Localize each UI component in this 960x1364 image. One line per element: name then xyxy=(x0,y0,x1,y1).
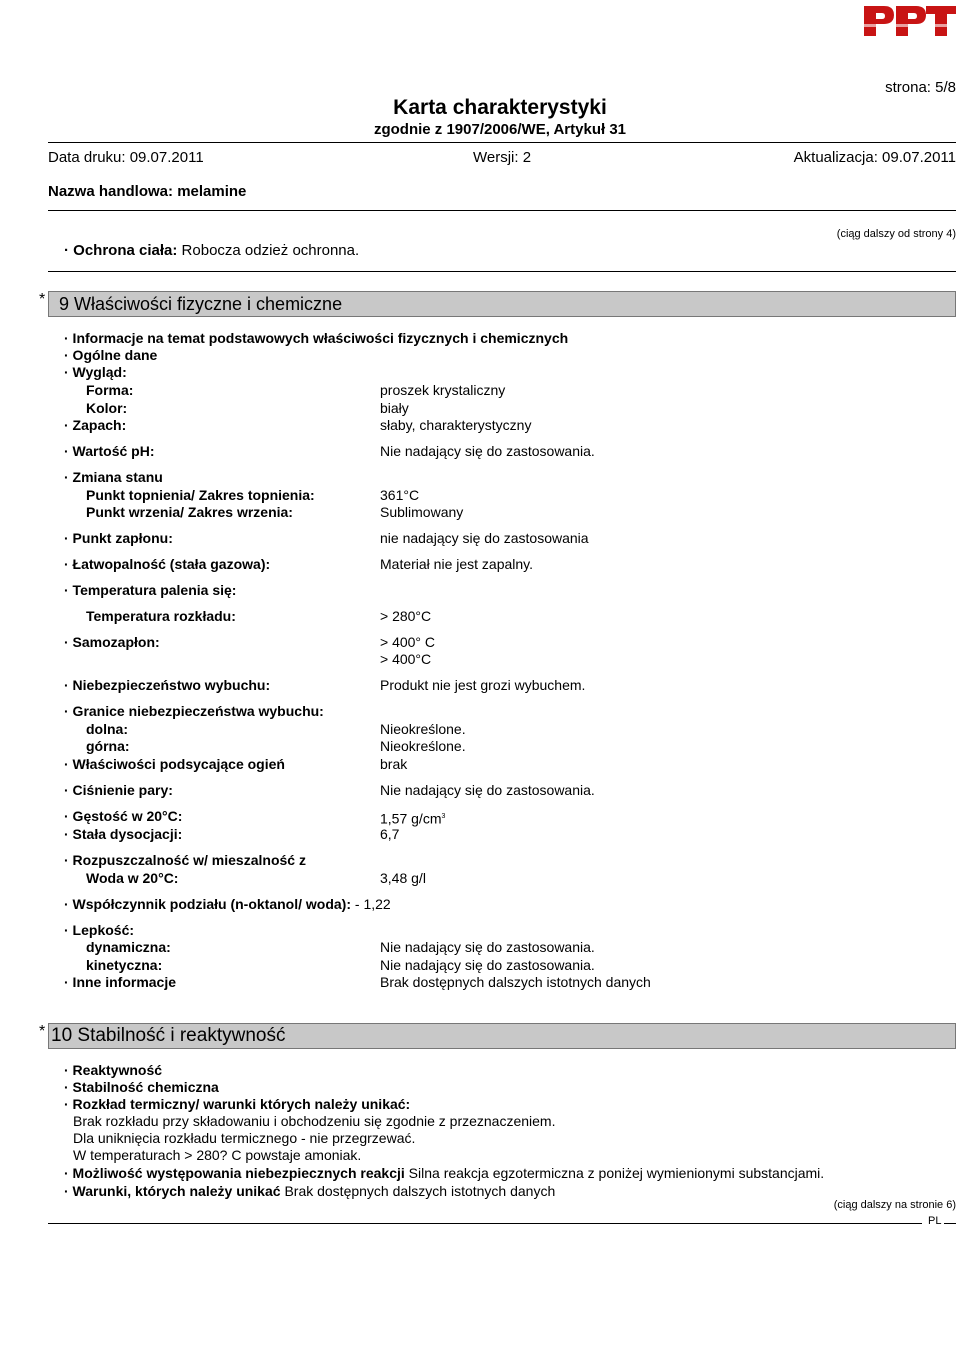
density-superscript: 3 xyxy=(441,813,446,820)
autoignition-value-1: > 400° C xyxy=(380,634,436,650)
revision-star: * xyxy=(39,291,46,308)
trade-name-rule xyxy=(48,210,956,211)
revision-star-10: * xyxy=(39,1023,46,1040)
ph-value: Nie nadający się do zastosowania. xyxy=(380,443,595,459)
explosion-limits-label: · Granice niebezpieczeństwa wybuchu: xyxy=(64,703,324,719)
dissociation-label: · Stała dysocjacji: xyxy=(64,826,183,842)
ignition-temp-label: · Temperatura palenia się: xyxy=(64,582,237,598)
decomposition-line-2: Dla uniknięcia rozkładu termicznego - nie przegrzewać. xyxy=(73,1130,416,1146)
header-rule xyxy=(48,142,956,143)
dynamic-viscosity-value: Nie nadający się do zastosowania. xyxy=(380,939,595,955)
conditions-to-avoid xyxy=(64,1183,555,1200)
reactivity-label: · Reaktywność xyxy=(64,1062,163,1078)
melting-label: Punkt topnienia/ Zakres topnienia: xyxy=(86,487,315,503)
kinematic-viscosity-value: Nie nadający się do zastosowania. xyxy=(380,957,595,973)
thermal-decomposition-label: · Rozkład termiczny/ warunki których należy unikać: xyxy=(64,1096,411,1112)
kinematic-viscosity-label: kinetyczna: xyxy=(86,957,163,973)
continuation-rule xyxy=(48,271,956,272)
footer-rule-left xyxy=(48,1223,922,1224)
page-number: strona: 5/8 xyxy=(885,79,956,96)
melting-value: 361°C xyxy=(380,487,420,503)
trade-name xyxy=(48,183,246,200)
partition-value: - 1,22 xyxy=(354,896,391,912)
document-title: Karta charakterystyki xyxy=(393,96,607,119)
decomposition-value: > 280°C xyxy=(380,608,432,624)
boiling-label: Punkt wrzenia/ Zakres wrzenia: xyxy=(86,504,293,520)
dissociation-value: 6,7 xyxy=(380,826,400,842)
body-protection-value: Robocza odzież ochronna. xyxy=(181,242,360,259)
conditions-to-avoid-value: Brak dostępnych dalszych istotnych danych xyxy=(284,1183,556,1199)
trade-name-label: Nazwa handlowa: xyxy=(48,183,174,200)
hazardous-reactions-label: · Możliwość występowania niebezpiecznych reakcji xyxy=(64,1165,405,1181)
density-label: · Gęstość w 20°C: xyxy=(64,808,183,824)
color-label: Kolor: xyxy=(86,400,128,416)
general-info: · Ogólne dane xyxy=(64,347,158,363)
footer-rule-right xyxy=(944,1223,956,1224)
odor-label: · Zapach: xyxy=(64,417,127,433)
upper-limit-value: Nieokreślone. xyxy=(380,738,466,754)
lower-limit-label: dolna: xyxy=(86,721,128,737)
version: Wersji: 2 xyxy=(473,149,532,166)
water-solubility-value: 3,48 g/l xyxy=(380,870,426,886)
odor-value: słaby, charakterystyczny xyxy=(380,417,532,433)
upper-limit-label: górna: xyxy=(86,738,130,754)
body-protection xyxy=(64,242,359,259)
autoignition-value-2: > 400°C xyxy=(380,651,432,667)
density-number: 1,57 g/cm xyxy=(380,810,442,827)
hazardous-reactions-value: Silna reakcja egzotermiczna z poniżej wymienionymi substancjami. xyxy=(408,1165,825,1181)
color-value: biały xyxy=(380,400,409,416)
flammability-label: · Łatwopalność (stała gazowa): xyxy=(64,556,271,572)
hazardous-reactions xyxy=(64,1165,824,1182)
continued-from: (ciąg dalszy od strony 4) xyxy=(836,228,956,240)
company-logo xyxy=(862,2,958,40)
flammability-value: Materiał nie jest zapalny. xyxy=(380,556,534,572)
lower-limit-value: Nieokreślone. xyxy=(380,721,466,737)
trade-name-value: melamine xyxy=(177,183,247,200)
form-value: proszek krystaliczny xyxy=(380,382,506,398)
other-info-label: · Inne informacje xyxy=(64,974,177,990)
section-10-title: 10 Stabilność i reaktywność xyxy=(51,1025,286,1046)
section-9-title: 9 Właściwości fizyczne i chemiczne xyxy=(59,294,343,314)
oxidizing-label: · Właściwości podsycające ogień xyxy=(64,756,285,772)
decomposition-line-3: W temperaturach > 280? C powstaje amoniak. xyxy=(73,1147,362,1163)
autoignition-label: · Samozapłon: xyxy=(64,634,160,650)
chemical-stability-label: · Stabilność chemiczna xyxy=(64,1079,219,1095)
vapour-pressure-value: Nie nadający się do zastosowania. xyxy=(380,782,595,798)
info-heading: · Informacje na temat podstawowych właściwości fizycznych i chemicznych xyxy=(64,330,569,346)
appearance-label: · Wygląd: xyxy=(64,364,127,380)
print-date: Data druku: 09.07.2011 xyxy=(48,149,204,166)
section-10-header xyxy=(48,1023,956,1049)
conditions-to-avoid-label: · Warunki, których należy unikać xyxy=(64,1183,281,1199)
section-9-header xyxy=(48,291,956,317)
density-value xyxy=(380,808,445,828)
water-solubility-label: Woda w 20°C: xyxy=(86,870,179,886)
other-info-value: Brak dostępnych dalszych istotnych danych xyxy=(380,974,651,990)
language-code: PL xyxy=(928,1215,942,1227)
update-date: Aktualizacja: 09.07.2011 xyxy=(793,149,956,166)
viscosity-label: · Lepkość: xyxy=(64,922,135,938)
decomposition-line-1: Brak rozkładu przy składowaniu i obchodzeniu się zgodnie z przeznaczeniem. xyxy=(73,1113,556,1129)
partition-label: · Współczynnik podziału (n-oktanol/ woda): xyxy=(64,896,351,912)
boiling-value: Sublimowany xyxy=(380,504,464,520)
ph-label: · Wartość pH: xyxy=(64,443,155,459)
explosion-value: Produkt nie jest grozi wybuchem. xyxy=(380,677,586,693)
dynamic-viscosity-label: dynamiczna: xyxy=(86,939,171,955)
explosion-label: · Niebezpieczeństwo wybuchu: xyxy=(64,677,271,693)
decomposition-label: Temperatura rozkładu: xyxy=(86,608,236,624)
partition-coefficient xyxy=(64,896,391,913)
flash-point-label: · Punkt zapłonu: xyxy=(64,530,173,546)
vapour-pressure-label: · Ciśnienie pary: xyxy=(64,782,173,798)
solubility-label: · Rozpuszczalność w/ mieszalność z xyxy=(64,852,306,868)
state-change-label: · Zmiana stanu xyxy=(64,469,163,485)
flash-point-value: nie nadający się do zastosowania xyxy=(380,530,589,546)
body-protection-label: · Ochrona ciała: xyxy=(64,242,178,259)
form-label: Forma: xyxy=(86,382,134,398)
oxidizing-value: brak xyxy=(380,756,408,772)
continued-to: (ciąg dalszy na stronie 6) xyxy=(833,1199,956,1211)
document-subtitle: zgodnie z 1907/2006/WE, Artykuł 31 xyxy=(373,121,627,138)
